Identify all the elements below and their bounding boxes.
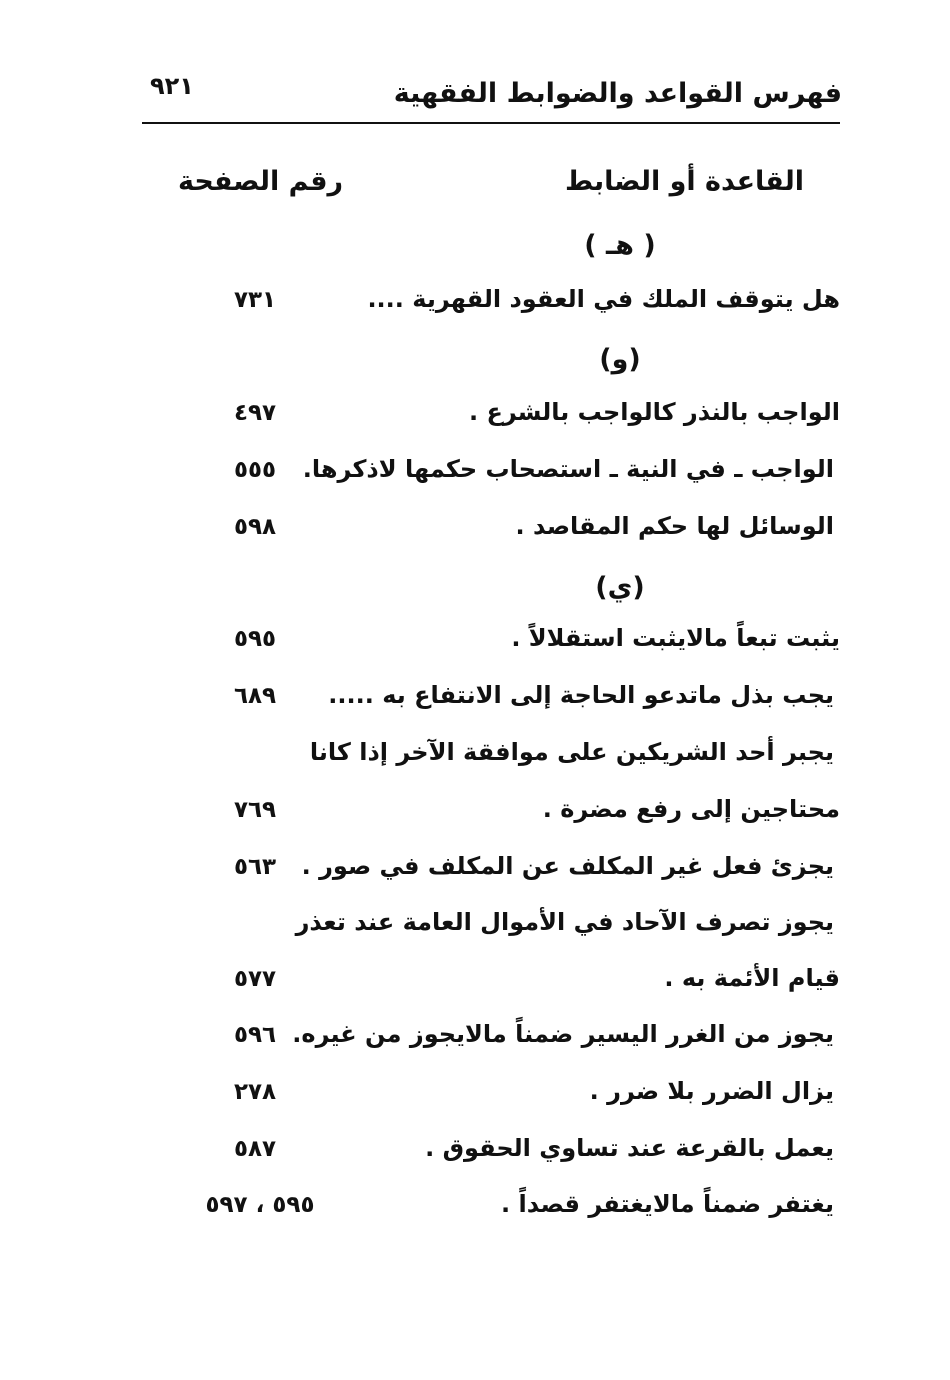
index-entry-text: يزال الضرر بلا ضرر . [589, 1077, 834, 1105]
index-entry-page: ٥٩٥ ، ٥٩٧ [205, 1192, 315, 1218]
index-entry-page: ٥٩٨ [233, 514, 277, 540]
column-heading-rule: القاعدة أو الضابط [565, 166, 804, 197]
running-header-title: فهرس القواعد والضوابط الفقهية [393, 78, 842, 109]
index-entry-page: ٤٩٧ [233, 400, 277, 426]
index-entry-text: يجب بذل ماتدعو الحاجة إلى الانتفاع به ..... [328, 681, 834, 709]
index-entry-page: ٢٧٨ [233, 1079, 277, 1105]
index-entry-page: ٥٥٥ [233, 457, 277, 483]
index-entry-text: قيام الأئمة به . [664, 964, 840, 992]
index-entry-text: الواجب ـ في النية ـ استصحاب حكمها لاذكرها. [302, 455, 834, 483]
page-number: ٩٢١ [150, 72, 194, 100]
index-entry-text: يجزئ فعل غير المكلف عن المكلف في صور . [301, 852, 834, 880]
index-entry-page: ٥٩٥ [233, 626, 277, 652]
index-entry-page: ٧٣١ [233, 287, 277, 313]
index-entry-text: يجوز تصرف الآحاد في الأموال العامة عند تعذر [295, 908, 834, 936]
index-entry-page: ٥٦٣ [233, 854, 277, 880]
index-entry-text: يغتفر ضمناً مالايغتفر قصداً . [501, 1190, 834, 1218]
index-entry-text: محتاجين إلى رفع مضرة . [542, 795, 840, 823]
index-entry-text: يثبت تبعاً مالايثبت استقلالاً . [511, 624, 840, 652]
index-entry-page: ٧٦٩ [233, 797, 277, 823]
index-entry-text: الوسائل لها حكم المقاصد . [515, 512, 834, 540]
index-entry-text: يجبر أحد الشريكين على موافقة الآخر إذا كانا [309, 738, 834, 766]
section-heading-ya: (ي) [595, 572, 645, 603]
index-entry-page: ٥٧٧ [233, 966, 277, 992]
column-heading-page: رقم الصفحة [178, 166, 344, 197]
index-entry-text: الواجب بالنذر كالواجب بالشرع . [468, 398, 840, 426]
index-entry-page: ٥٩٦ [233, 1022, 277, 1048]
section-heading-waw: (و) [599, 344, 641, 375]
index-entry-page: ٥٨٧ [233, 1136, 277, 1162]
index-entry-text: يجوز من الغرر اليسير ضمناً مالايجوز من غيره. [292, 1020, 834, 1048]
header-divider [142, 122, 840, 124]
index-entry-text: يعمل بالقرعة عند تساوي الحقوق . [425, 1134, 834, 1162]
index-entry-text: هل يتوقف الملك في العقود القهرية .... [367, 285, 840, 313]
section-heading-ha: ( هـ ) [584, 230, 656, 261]
index-entry-page: ٦٨٩ [233, 683, 277, 709]
